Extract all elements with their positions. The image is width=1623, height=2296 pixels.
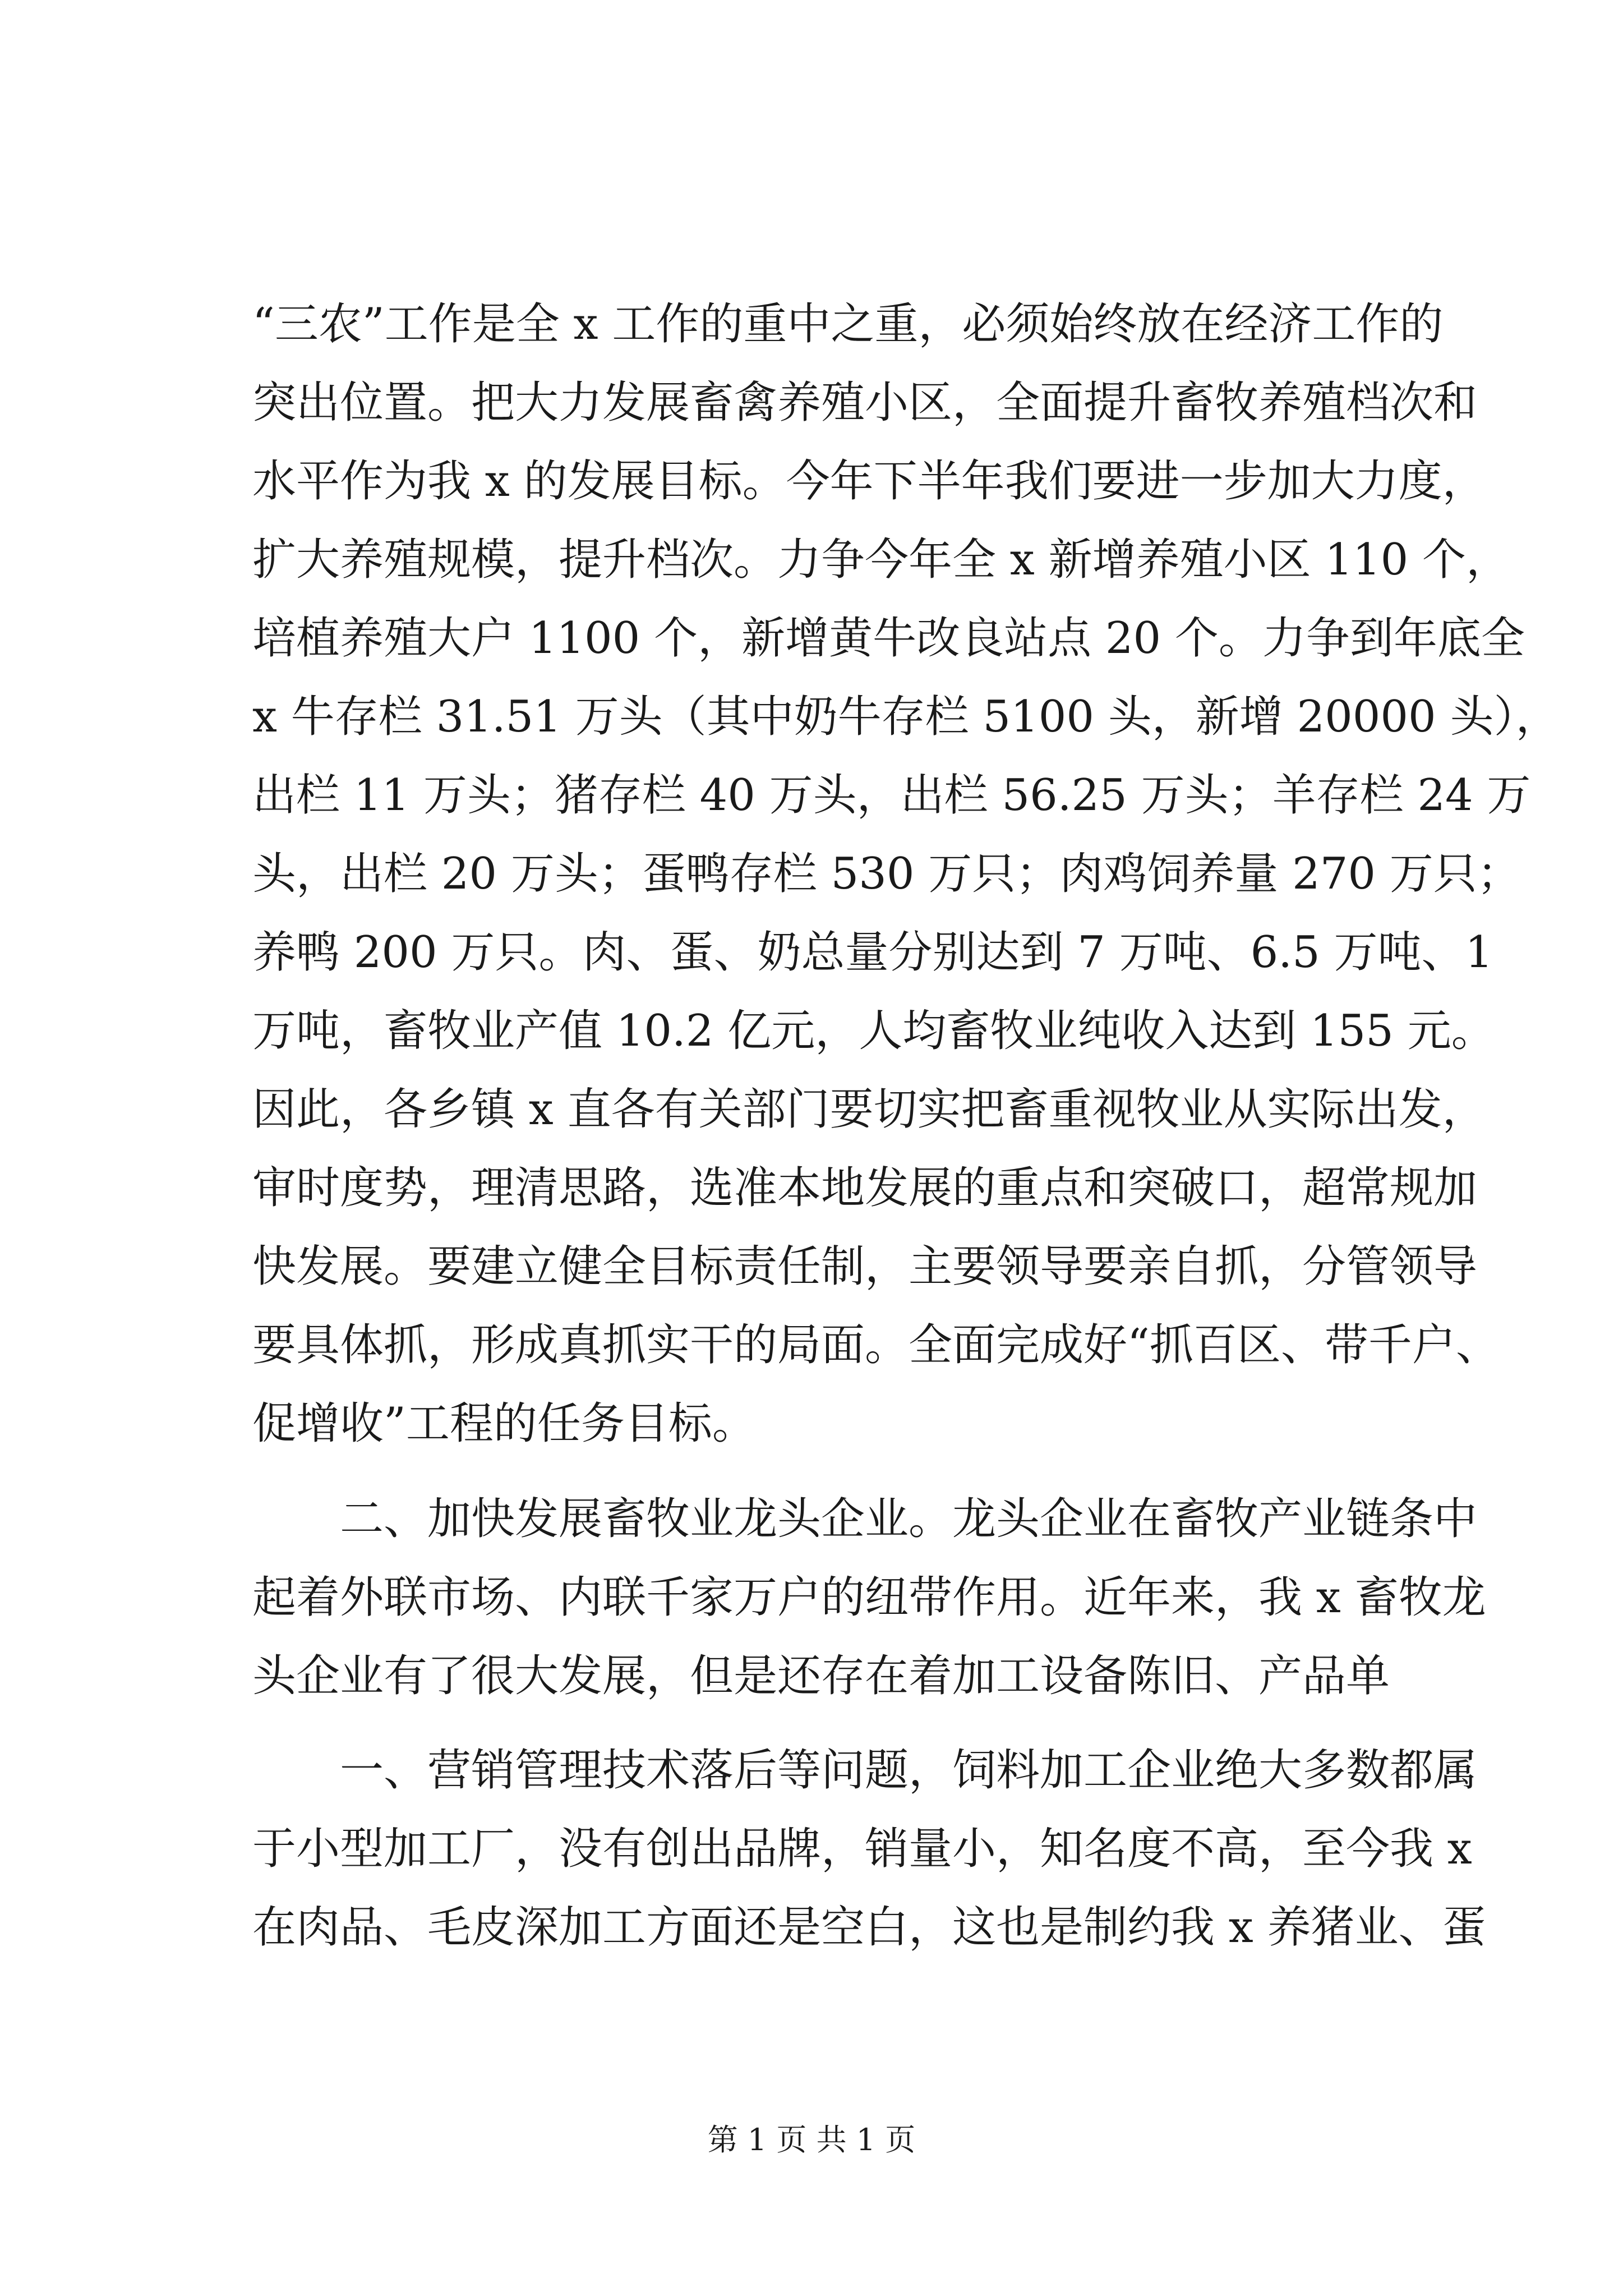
text-line-8: 头，出栏 20 万头；蛋鸭存栏 530 万只；肉鸡饲养量 270 万只； <box>252 849 1521 899</box>
text-line-12: 审时度势，理清思路，选准本地发展的重点和突破口，超常规加 <box>252 1163 1478 1213</box>
text-line-6: x 牛存栏 31.51 万头（其中奶牛存栏 5100 头，新增 20000 头）， <box>252 692 1560 742</box>
text-line-11: 因此，各乡镇 x 直各有关部门要切实把畜重视牧业从实际出发， <box>252 1084 1486 1135</box>
text-line-20: 于小型加工厂，没有创出品牌，销量小，知名度不高，至今我 x <box>252 1824 1472 1874</box>
text-line-1: “三农”工作是全 x 工作的重中之重，必须始终放在经济工作的 <box>252 299 1444 349</box>
text-line-7: 出栏 11 万头；猪存栏 40 万头，出栏 56.25 万头；羊存栏 24 万 <box>252 770 1531 821</box>
text-line-10: 万吨，畜牧业产值 10.2 亿元，人均畜牧业纯收入达到 155 元。 <box>252 1006 1495 1056</box>
text-line-21: 在肉品、毛皮深加工方面还是空白，这也是制约我 x 养猪业、蛋 <box>252 1902 1486 1953</box>
text-line-9: 养鸭 200 万只。肉、蛋、奶总量分别达到 7 万吨、6.5 万吨、1 <box>252 927 1493 978</box>
text-line-5: 培植养殖大户 1100 个，新增黄牛改良站点 20 个。力争到年底全 <box>252 613 1525 664</box>
text-line-18: 头企业有了很大发展，但是还存在着加工设备陈旧、产品单 <box>252 1651 1390 1701</box>
text-line-2: 突出位置。把大力发展畜禽养殖小区，全面提升畜牧养殖档次和 <box>252 378 1478 428</box>
text-line-16: 二、加快发展畜牧业龙头企业。龙头企业在畜牧产业链条中 <box>252 1494 1478 1544</box>
text-line-14: 要具体抓，形成真抓实干的局面。全面完成好“抓百区、带千户、 <box>252 1320 1500 1370</box>
text-line-13: 快发展。要建立健全目标责任制，主要领导要亲自抓，分管领导 <box>252 1241 1478 1292</box>
text-line-19: 一、营销管理技术落后等问题，饲料加工企业绝大多数都属 <box>252 1745 1478 1796</box>
text-line-4: 扩大养殖规模，提升档次。力争今年全 x 新增养殖小区 110 个， <box>252 535 1510 585</box>
text-line-15: 促增收”工程的任务目标。 <box>252 1398 756 1449</box>
text-line-17: 起着外联市场、内联千家万户的纽带作用。近年来，我 x 畜牧龙 <box>252 1572 1486 1623</box>
page-footer: 第 1 页 共 1 页 <box>707 2122 916 2157</box>
text-line-3: 水平作为我 x 的发展目标。今年下半年我们要进一步加大力度， <box>252 456 1486 507</box>
